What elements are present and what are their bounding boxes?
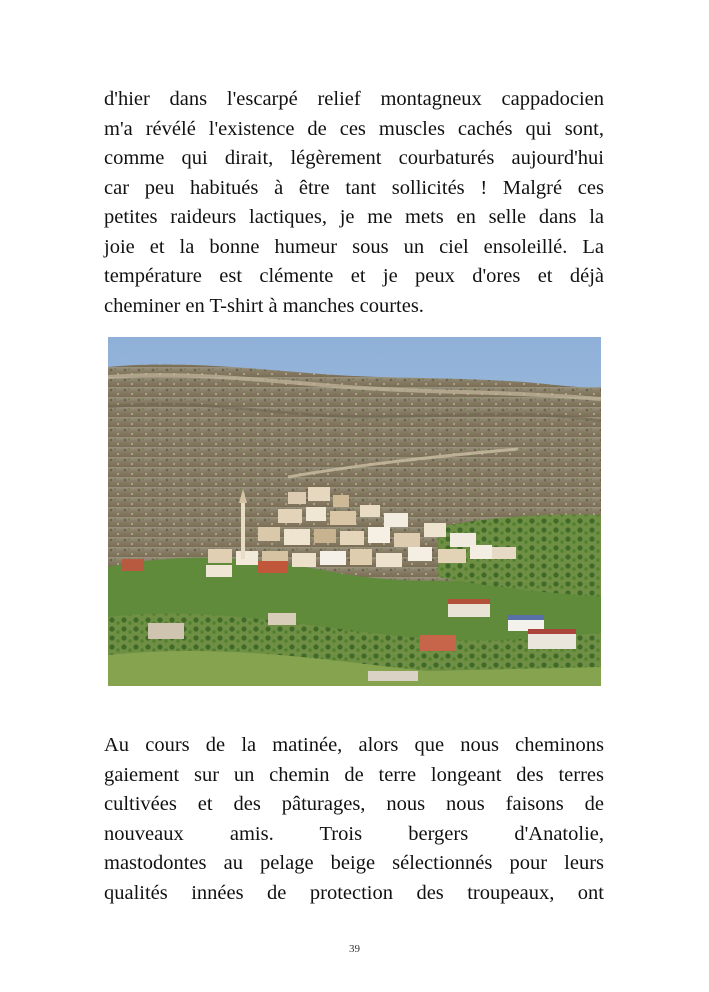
- village-photo: [108, 337, 601, 686]
- paragraph-1-line: cheminer en T-shirt à manches courtes.: [104, 294, 424, 317]
- paragraph-2: [104, 731, 604, 908]
- paragraph-1-line: m'a révélé l'existence de ces muscles cachés qui sont,: [104, 117, 604, 140]
- paragraph-1-line: joie et la bonne humeur sous un ciel ensoleillé. La: [104, 235, 604, 258]
- paragraph-2-line: qualités innées de protection des troupeaux, ont: [104, 881, 604, 904]
- paragraph-1-line: comme qui dirait, légèrement courbaturés aujourd'hui: [104, 147, 604, 169]
- page-number: 39: [349, 943, 360, 955]
- paragraph-1-line: température est clémente et je peux d'ores et déjà: [104, 265, 604, 287]
- paragraph-2-line: Au cours de la matinée, alors que nous cheminons: [104, 734, 604, 756]
- paragraph-1-line: petites raideurs lactiques, je me mets en selle dans la: [104, 206, 604, 228]
- paragraph-1-line: car peu habitués à être tant sollicités ! Malgré ces: [104, 176, 604, 199]
- paragraph-2-line: gaiement sur un chemin de terre longeant des terres: [104, 763, 604, 786]
- paragraph-1: [104, 85, 604, 321]
- paragraph-2-line: nouveaux amis. Trois bergers d'Anatolie,: [104, 822, 604, 845]
- paragraph-2-line: cultivées et des pâturages, nous nous faisons de: [104, 793, 604, 815]
- paragraph-2-line: mastodontes au pelage beige sélectionnés pour leurs: [104, 852, 604, 874]
- paragraph-1-line: d'hier dans l'escarpé relief montagneux cappadocien: [104, 88, 604, 110]
